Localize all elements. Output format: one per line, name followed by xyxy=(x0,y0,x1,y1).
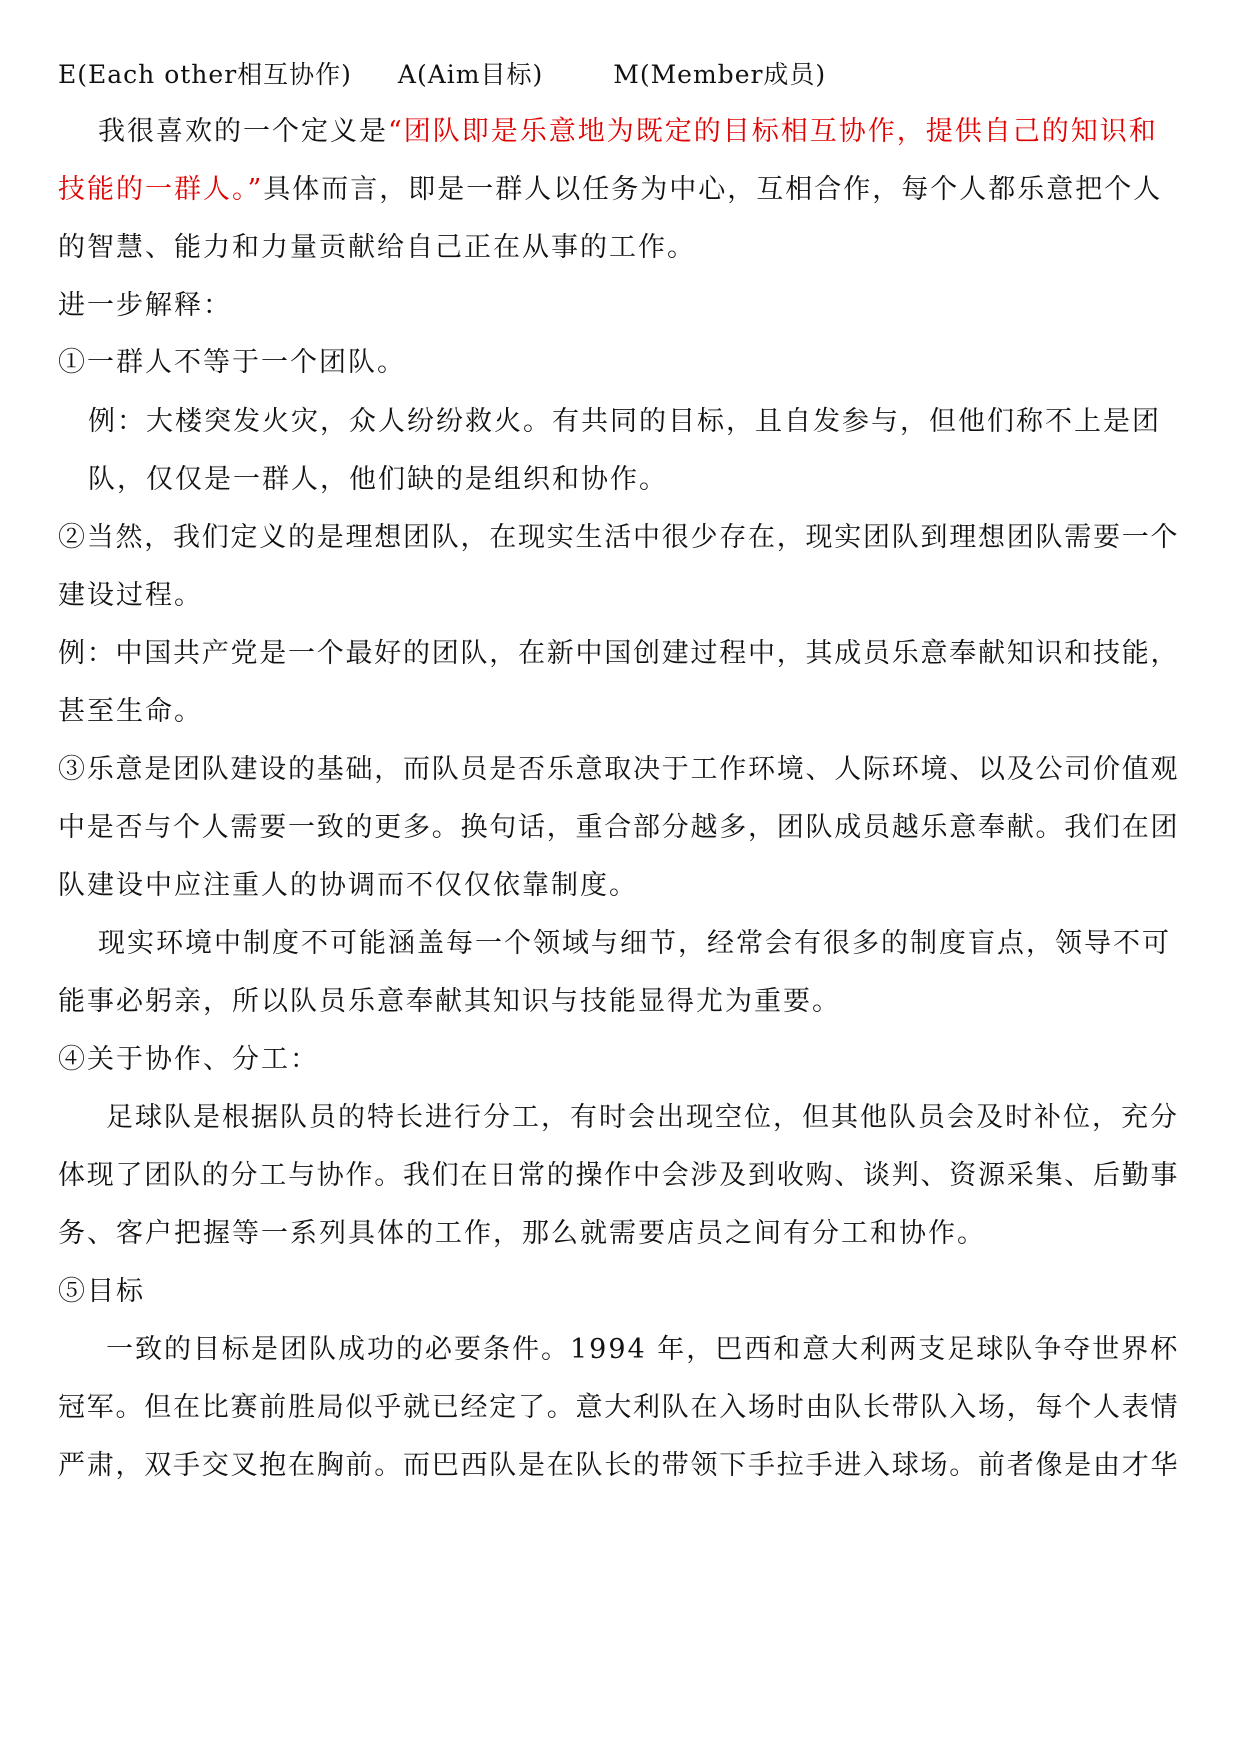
item3-paragraph-line-2: 能事必躬亲，所以队员乐意奉献其知识与技能显得尤为重要。 xyxy=(58,986,841,1017)
item3-line-3: 队建设中应注重人的协调而不仅仅依靠制度。 xyxy=(58,870,638,901)
item3-line-2: 中是否与个人需要一致的更多。换句话，重合部分越多，团队成员越乐意奉献。我们在团 xyxy=(58,812,1180,843)
definition-line-2 xyxy=(58,173,1162,207)
acronym-m: M(Member成员) xyxy=(613,60,827,89)
item5-line-2: 冠军。但在比赛前胜局似乎就已经定了。意大利队在入场时由队长带队入场，每个人表情 xyxy=(58,1392,1180,1423)
acronym-e: E(Each other相互协作) xyxy=(58,60,352,89)
item5-title: ⑤目标 xyxy=(58,1276,145,1307)
further-explanation-heading: 进一步解释： xyxy=(58,290,232,321)
item5-line-3: 严肃，双手交叉抱在胸前。而巴西队是在队长的带领下手拉手进入球场。前者像是由才华 xyxy=(58,1450,1180,1481)
item5-line-1: 一致的目标是团队成功的必要条件。1994 年，巴西和意大利两支足球队争夺世界杯 xyxy=(106,1334,1180,1365)
definition-quote-part1: “团队即是乐意地为既定的目标相互协作，提供自己的知识和 xyxy=(388,116,1158,147)
item1-example-line-2: 队，仅仅是一群人，他们缺的是组织和协作。 xyxy=(88,464,668,495)
item4-line-1: 足球队是根据队员的特长进行分工，有时会出现空位，但其他队员会及时补位，充分 xyxy=(106,1102,1179,1133)
item2-line-2: 建设过程。 xyxy=(58,580,203,611)
item3-line-1: ③乐意是团队建设的基础，而队员是否乐意取决于工作环境、人际环境、以及公司价值观 xyxy=(58,754,1180,785)
definition-explanation: 具体而言，即是一群人以任务为中心，互相合作，每个人都乐意把个人 xyxy=(263,174,1163,205)
item4-line-2: 体现了团队的分工与协作。我们在日常的操作中会涉及到收购、谈判、资源采集、后勤事 xyxy=(58,1160,1180,1191)
definition-line-1 xyxy=(98,115,1158,149)
definition-line-3: 的智慧、能力和力量贡献给自己正在从事的工作。 xyxy=(58,232,696,263)
item4-line-3: 务、客户把握等一系列具体的工作，那么就需要店员之间有分工和协作。 xyxy=(58,1218,986,1249)
definition-quote-part2: 技能的一群人。” xyxy=(58,174,264,205)
item2-line-1: ②当然，我们定义的是理想团队，在现实生活中很少存在，现实团队到理想团队需要一个 xyxy=(58,522,1180,553)
team-acronym-header xyxy=(58,58,826,92)
item2-example-line-2: 甚至生命。 xyxy=(58,696,203,727)
item1-title: ①一群人不等于一个团队。 xyxy=(58,347,406,378)
item2-example-line-1: 例：中国共产党是一个最好的团队，在新中国创建过程中，其成员乐意奉献知识和技能， xyxy=(58,638,1180,669)
definition-intro: 我很喜欢的一个定义是 xyxy=(98,116,388,147)
acronym-a: A(Aim目标) xyxy=(397,60,544,89)
item3-paragraph-line-1: 现实环境中制度不可能涵盖每一个领域与细节，经常会有很多的制度盲点，领导不可 xyxy=(98,928,1171,959)
item1-example-line-1: 例：大楼突发火灾，众人纷纷救火。有共同的目标，且自发参与，但他们称不上是团 xyxy=(88,406,1161,437)
item4-title: ④关于协作、分工： xyxy=(58,1044,319,1075)
